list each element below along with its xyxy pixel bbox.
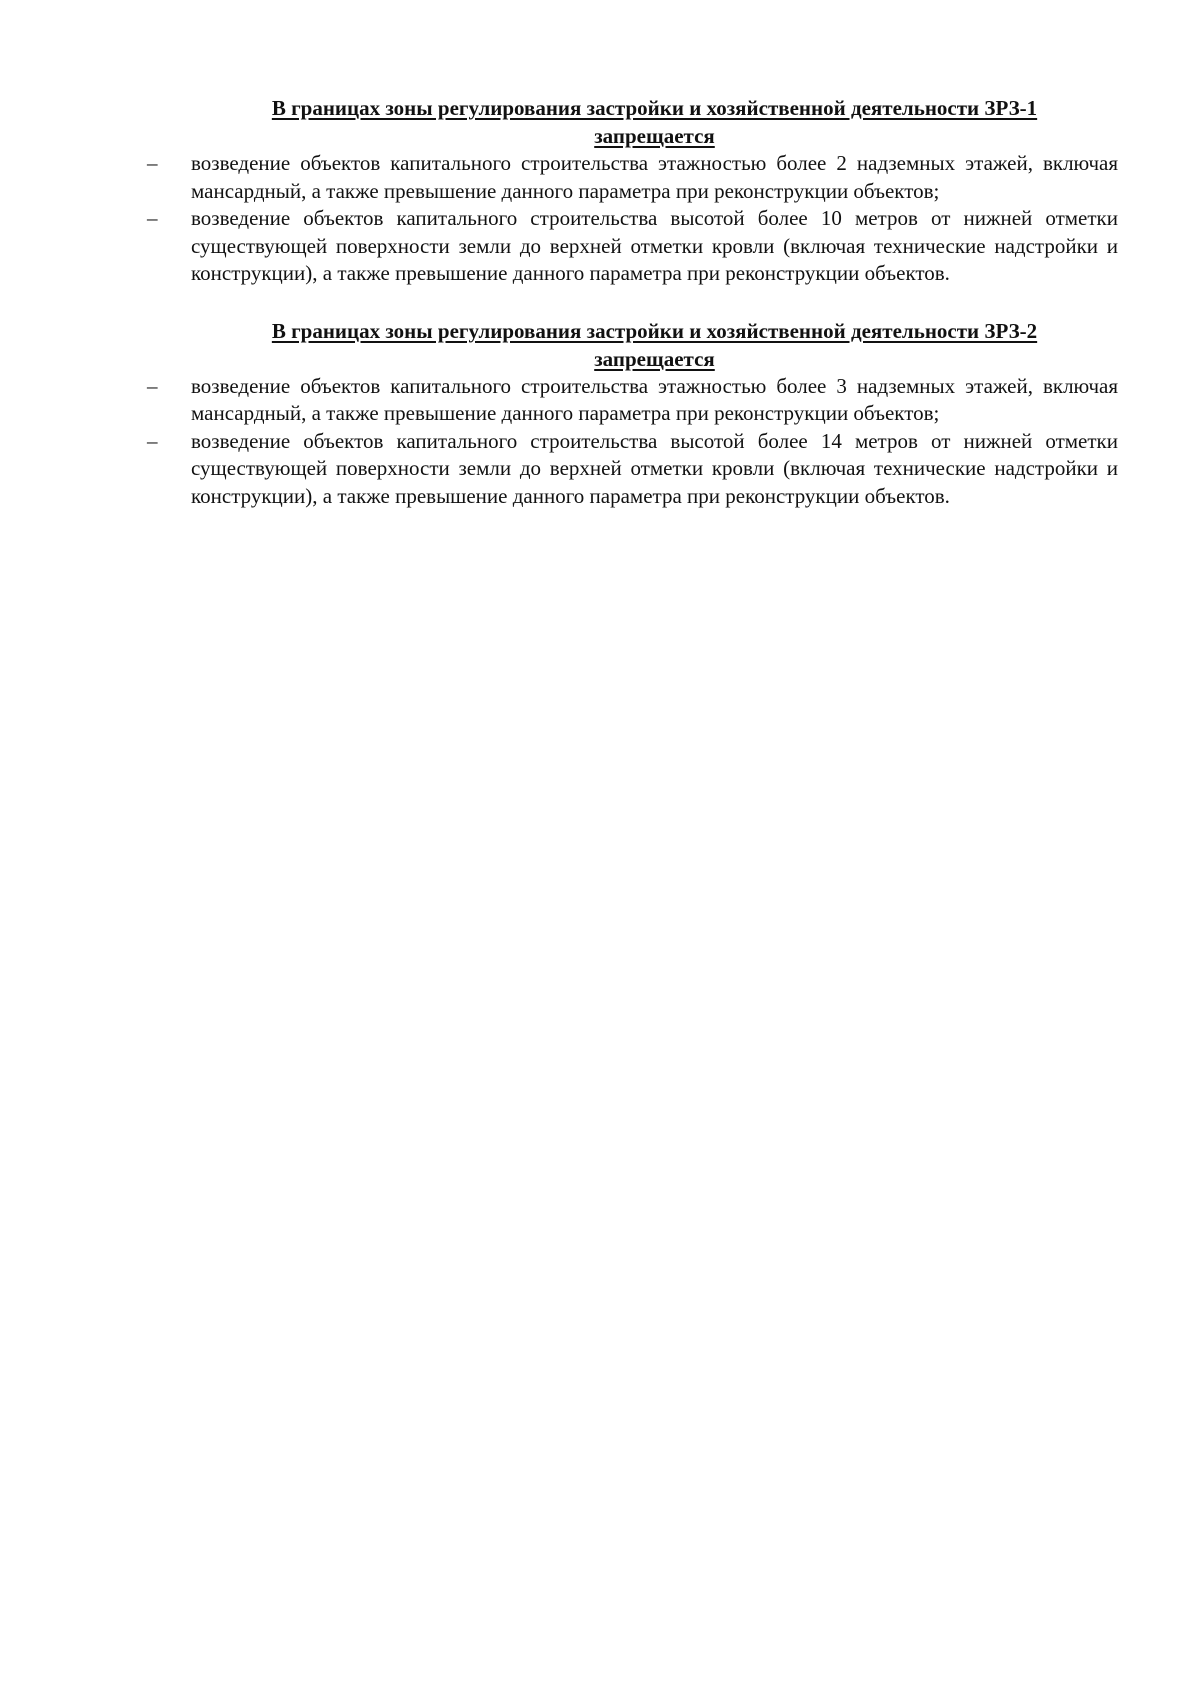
section-heading-line: В границах зоны регулирования застройки и хозяйственной деятельности ЗРЗ-1 bbox=[271, 96, 1038, 120]
dash-bullet-icon: – bbox=[147, 373, 158, 398]
restriction-text: возведение объектов капитального строительства этажностью более 2 надземных этажей, включая мансардный, а также превышение данного параметра при реконструкции объектов; bbox=[191, 151, 1118, 203]
restriction-text: возведение объектов капитального строительства высотой более 14 метров от нижней отметки существующей поверхности земли до верхней отметки кровли (включая технические надстройки и конструкции), а также превышение данного параметра при реконструкции объектов. bbox=[191, 428, 1118, 508]
restriction-text: возведение объектов капитального строительства этажностью более 3 надземных этажей, включая мансардный, а также превышение данного параметра при реконструкции объектов; bbox=[191, 373, 1118, 425]
zone-section-zrz-1 bbox=[147, 94, 1118, 288]
restriction-item bbox=[147, 428, 1118, 511]
section-heading-line: В границах зоны регулирования застройки и хозяйственной деятельности ЗРЗ-2 bbox=[271, 318, 1038, 343]
section-heading-line: запрещается bbox=[594, 124, 715, 148]
section-heading bbox=[191, 94, 1118, 150]
dash-bullet-icon: – bbox=[147, 428, 158, 453]
dash-bullet-icon: – bbox=[147, 206, 158, 230]
restriction-item bbox=[147, 150, 1118, 205]
document-body bbox=[147, 94, 1118, 510]
restriction-item bbox=[147, 205, 1118, 288]
section-heading-line: запрещается bbox=[594, 346, 715, 371]
dash-bullet-icon: – bbox=[147, 151, 158, 175]
section-heading bbox=[191, 317, 1118, 373]
restriction-list bbox=[147, 373, 1118, 511]
restriction-text: возведение объектов капитального строительства высотой более 10 метров от нижней отметки существующей поверхности земли до верхней отметки кровли (включая технические надстройки и конструкции), а также превышение данного параметра при реконструкции объектов. bbox=[191, 206, 1118, 285]
zone-section-zrz-2 bbox=[147, 317, 1118, 511]
restriction-item bbox=[147, 373, 1118, 428]
restriction-list bbox=[147, 150, 1118, 288]
